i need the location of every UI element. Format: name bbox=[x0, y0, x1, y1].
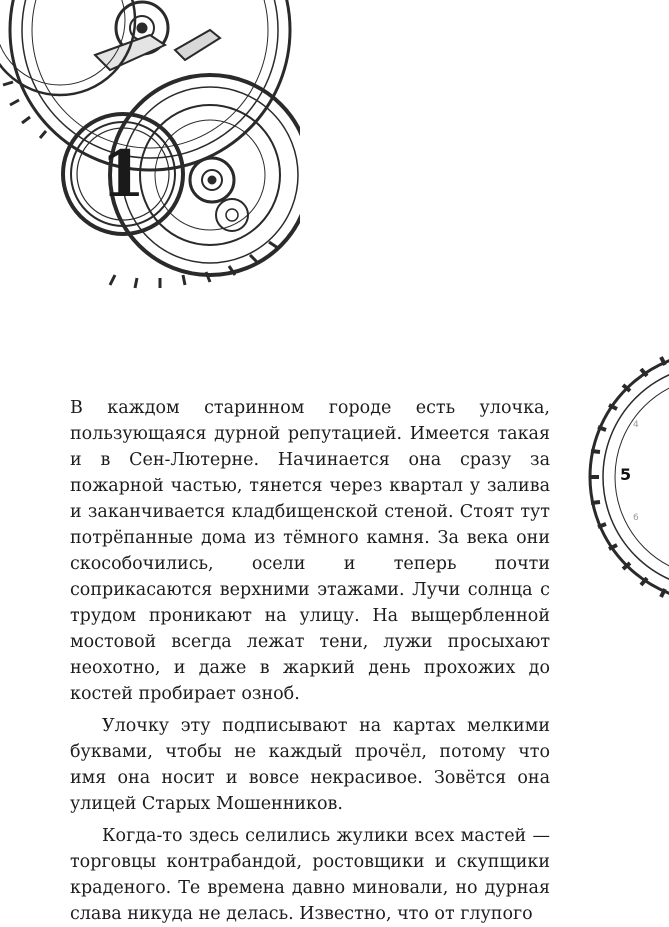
dial-label-below: 6 bbox=[633, 513, 639, 523]
dial-label-main: 5 bbox=[620, 465, 632, 484]
dial-label-above: 4 bbox=[633, 420, 639, 430]
chapter-number: 1 bbox=[100, 136, 146, 212]
paragraph-2: Улочку эту подписывают на картах мелкими буквами, чтобы не каждый прочёл, потому что имя она носит и вовсе некрасивое. Зовётся она улицей Старых Мошенников. bbox=[70, 716, 550, 814]
paragraph-1: В каждом старинном городе есть улочка, пользующаяся дурной репутацией. Имеется такая и в Сен-Лютерне. Начинается она сразу за пожарной частью, тянется через квартал у залива и заканчивается кладбищенской стеной. Стоят тут потрёпанные дома из тёмного камня. За века они скособочились, осели и теперь почти соприкасаются верхними этажами. Лучи солнца с трудом проникают на улицу. На выщербленной мостовой всегда лежат тени, лужи просыхают неохотно, и даже в жаркий день прохожих до костей пробирает озноб. bbox=[70, 398, 550, 704]
paragraph-3: Когда-то здесь селились жулики всех мастей — торговцы контрабандой, ростовщики и скупщики краденого. Те времена давно миновали, но дурная слава никуда не делась. Известно, что от глупого bbox=[70, 826, 550, 924]
body-text bbox=[70, 395, 550, 927]
